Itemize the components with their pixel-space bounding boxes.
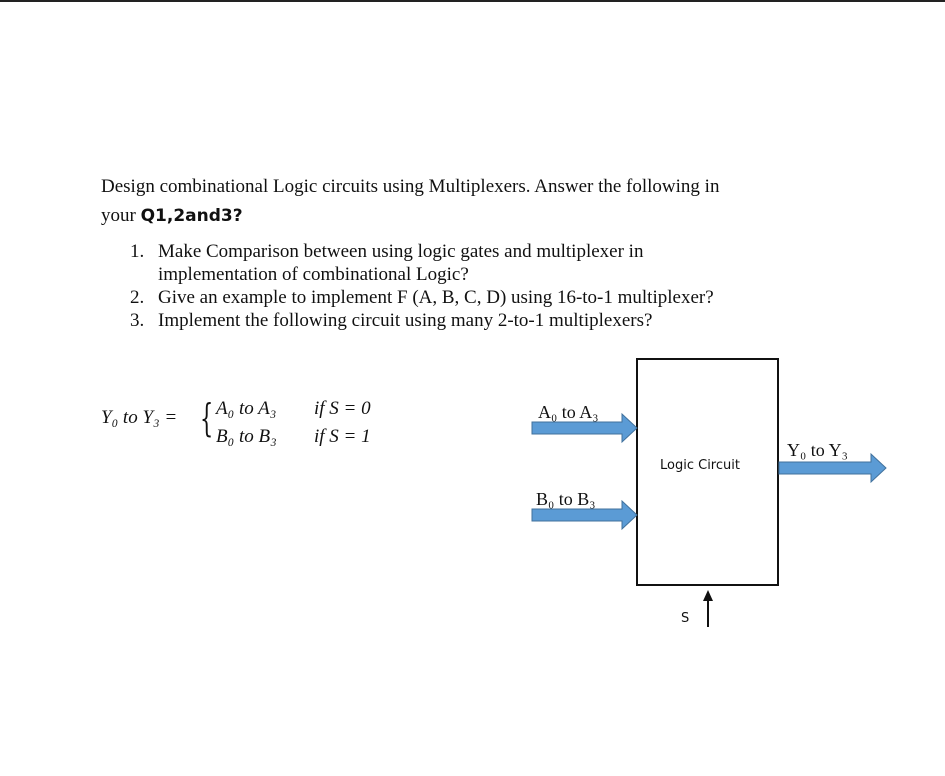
equation-brace: {	[200, 396, 214, 440]
question-text: Make Comparison between using logic gates and multiplexer in	[158, 241, 644, 262]
logic-circuit-label: Logic Circuit	[660, 458, 740, 473]
equation-case-2-expr: B₀ to B₃	[216, 426, 277, 447]
question-number: 1.	[130, 241, 145, 262]
question-text: Implement the following circuit using many 2-to-1 multiplexers?	[158, 310, 653, 331]
select-arrow-head	[703, 590, 713, 601]
equation-case-2-cond: if S = 1	[314, 426, 371, 447]
intro-line-1: Design combinational Logic circuits using Multiplexers. Answer the following in	[101, 176, 720, 197]
output-arrow	[779, 454, 886, 482]
question-number: 2.	[130, 287, 145, 308]
input-a-label: A₀ to A₃	[538, 402, 599, 422]
equation-case-1-expr: A₀ to A₃	[216, 398, 277, 419]
equation-case-1-cond: if S = 0	[314, 398, 371, 419]
question-text: implementation of combinational Logic?	[158, 264, 469, 285]
intro-questions-ref: Q1,2and3?	[140, 206, 243, 226]
select-label: S	[681, 611, 690, 626]
question-text: Give an example to implement F (A, B, C, D) using 16-to-1 multiplexer?	[158, 287, 714, 308]
input-a-arrow	[532, 414, 637, 442]
equation-lhs: Y₀ to Y₃ =	[101, 407, 178, 428]
question-number: 3.	[130, 310, 145, 331]
output-label: Y₀ to Y₃	[787, 440, 848, 460]
intro-line-2-prefix: your	[101, 205, 141, 226]
input-b-arrow	[532, 501, 637, 529]
input-b-label: B₀ to B₃	[536, 489, 596, 509]
